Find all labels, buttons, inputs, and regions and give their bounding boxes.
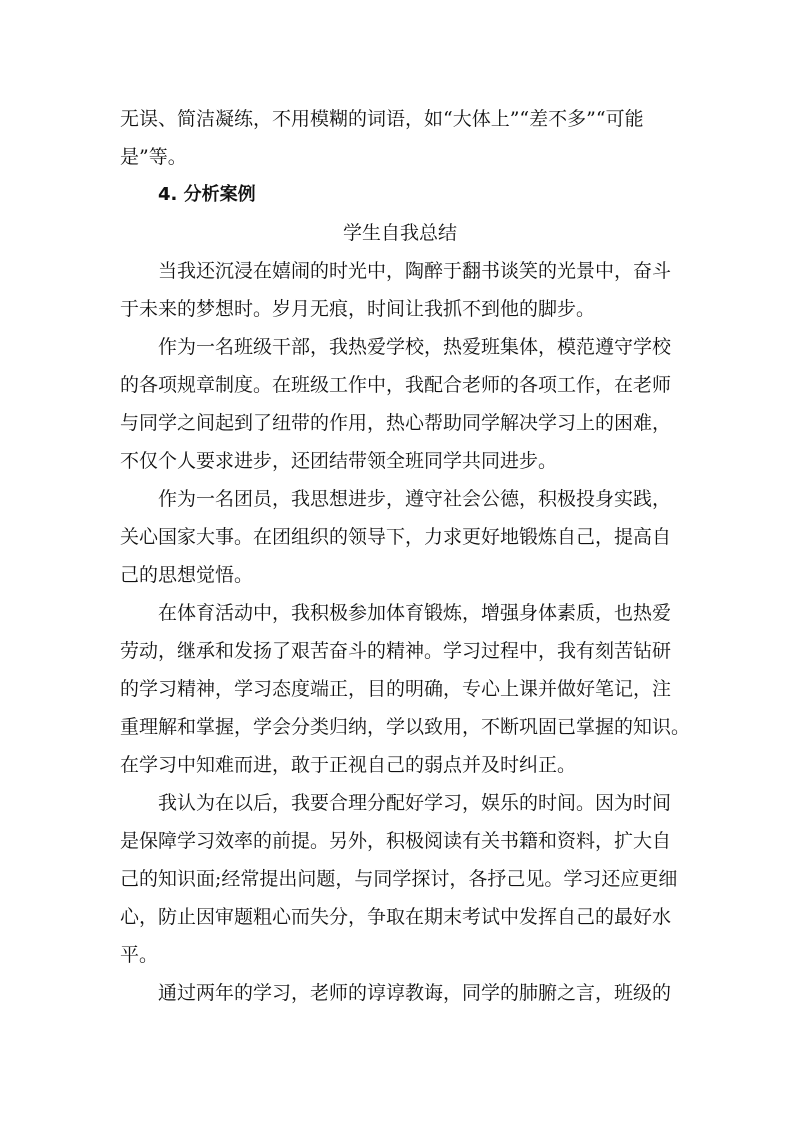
text-line: 作为一名团员，我思想进步，遵守社会公德，积极投身实践， [158,488,672,510]
article-title: 学生自我总结 [342,222,457,244]
text-line: 我认为在以后，我要合理分配好学习，娱乐的时间。因为时间 [158,792,672,814]
text-line: 重理解和掌握，学会分类归纳，学以致用，不断巩固已掌握的知识。 [120,716,691,738]
text-line: 无误、简洁凝练，不用模糊的词语，如“大体上”“差不多”“可能 [120,108,644,130]
text-line: 于未来的梦想时。岁月无痕，时间让我抓不到他的脚步。 [120,298,596,320]
text-line: 的学习精神，学习态度端正，目的明确，专心上课并做好笔记，注 [120,678,672,700]
text-line: 心，防止因审题粗心而失分，争取在期末考试中发挥自己的最好水 [120,906,672,928]
text-line: 通过两年的学习，老师的谆谆教诲，同学的肺腑之言，班级的 [158,982,672,1004]
text-line: 平。 [120,944,159,966]
text-line: 不仅个人要求进步，还团结带领全班同学共同进步。 [120,450,558,472]
document-body [120,100,691,1012]
text-line: 与同学之间起到了纽带的作用，热心帮助同学解决学习上的困难， [120,412,672,434]
text-line: 当我还沉浸在嬉闹的时光中，陶醉于翻书谈笑的光景中，奋斗 [158,260,672,282]
section-heading: 4. 分析案例 [158,184,256,205]
text-line: 己的知识面;经常提出问题，与同学探讨，各抒己见。学习还应更细 [120,868,678,890]
text-line: 是”等。 [120,146,187,168]
text-line: 己的思想觉悟。 [120,564,254,586]
text-line: 在体育活动中，我积极参加体育锻炼，增强身体素质，也热爱 [158,602,672,624]
text-line: 在学习中知难而进，敢于正视自己的弱点并及时纠正。 [120,754,577,776]
text-line: 是保障学习效率的前提。另外，积极阅读有关书籍和资料，扩大自 [120,830,672,852]
text-line: 的各项规章制度。在班级工作中，我配合老师的各项工作，在老师 [120,374,672,396]
text-line: 关心国家大事。在团组织的领导下，力求更好地锻炼自己，提高自 [120,526,672,548]
text-line: 劳动，继承和发扬了艰苦奋斗的精神。学习过程中，我有刻苦钻研 [120,640,672,662]
text-line: 作为一名班级干部，我热爱学校，热爱班集体，模范遵守学校 [158,336,672,358]
